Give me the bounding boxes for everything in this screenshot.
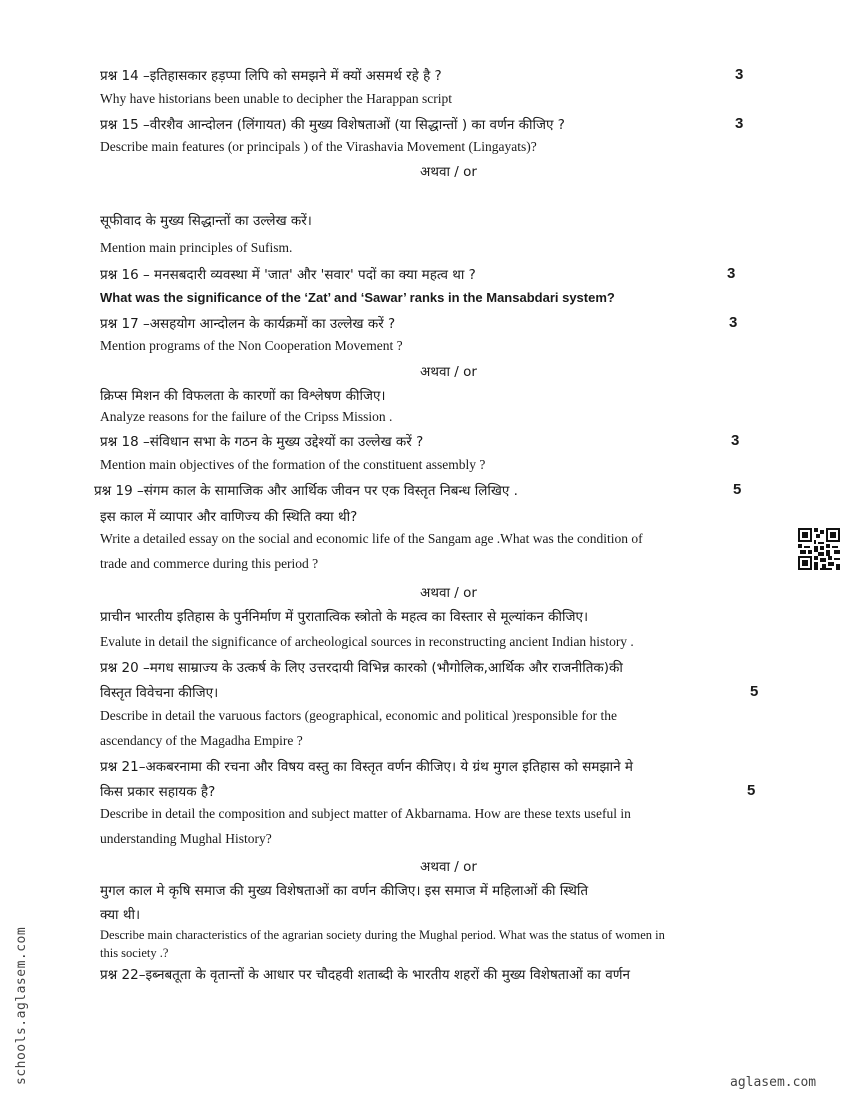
- q21-marks: 5: [747, 782, 756, 799]
- q17-alt-english: Analyze reasons for the failure of the Cripss Mission .: [100, 409, 393, 424]
- q22-hindi: प्रश्न 22–इब्नबतूता के वृतान्तों के आधार पर चौदहवी शताब्दी के भारतीय शहरों की मुख्य विशेषताओं का वर्णन: [100, 967, 630, 983]
- q17-or-label: अथवा / or: [420, 364, 477, 380]
- q19-english-line1: Write a detailed essay on the social and economic life of the Sangam age .What was the condition of: [100, 531, 643, 546]
- q20-english-line2: ascendancy of the Magadha Empire ?: [100, 733, 303, 748]
- q19-alt-english: Evalute in detail the significance of archeological sources in reconstructing ancient Indian history .: [100, 634, 634, 649]
- q14-marks: 3: [735, 66, 744, 83]
- footer-watermark: aglasem.com: [730, 1075, 817, 1090]
- q20-marks: 5: [750, 683, 759, 700]
- q21-alt-hindi-line1: मुगल काल मे कृषि समाज की मुख्य विशेषताओं का वर्णन कीजिए। इस समाज में महिलाओं की स्थिति: [100, 883, 589, 899]
- q17-alt-hindi: क्रिप्स मिशन की विफलता के कारणों का विश्लेषण कीजिए।: [100, 388, 386, 404]
- q19-hindi-line2: इस काल में व्यापार और वाणिज्य की स्थिति क्या थी?: [100, 509, 358, 525]
- q17-marks: 3: [729, 314, 738, 331]
- q16-english: What was the significance of the ‘Zat’ and ‘Sawar’ ranks in the Mansabdari system?: [100, 290, 615, 305]
- q21-or-label: अथवा / or: [420, 859, 477, 875]
- q21-alt-english-line1: Describe main characteristics of the agrarian society during the Mughal period. What was the status of women in: [100, 928, 665, 942]
- q15-alt-hindi: सूफीवाद के मुख्य सिद्धान्तों का उल्लेख करें।: [100, 213, 312, 229]
- q18-marks: 3: [731, 432, 740, 449]
- q15-or-label: अथवा / or: [420, 164, 477, 180]
- q21-hindi-line1: प्रश्न 21–अकबरनामा की रचना और विषय वस्तु का विस्तृत वर्णन कीजिए। ये ग्रंथ मुगल इतिहास को समझाने मे: [100, 759, 634, 775]
- q14-english: Why have historians been unable to decipher the Harappan script: [100, 91, 452, 106]
- q18-hindi: प्रश्न 18 –संविधान सभा के गठन के मुख्य उद्देश्यों का उल्लेख करें ?: [100, 434, 424, 450]
- q15-alt-english: Mention main principles of Sufism.: [100, 240, 293, 255]
- q15-english: Describe main features (or principals ) of the Virashavia Movement (Lingayats)?: [100, 139, 537, 154]
- q20-hindi-line2: विस्तृत विवेचना कीजिए।: [100, 685, 219, 701]
- q16-hindi: प्रश्न 16 – मनसबदारी व्यवस्था में 'जात' और 'सवार' पदों का क्या महत्व था ?: [100, 267, 476, 283]
- q21-english-line1: Describe in detail the composition and subject matter of Akbarnama. How are these texts useful in: [100, 806, 631, 821]
- q17-hindi: प्रश्न 17 –असहयोग आन्दोलन के कार्यक्रमों का उल्लेख करें ?: [100, 316, 396, 332]
- q19-english-line2: trade and commerce during this period ?: [100, 556, 319, 571]
- q19-marks: 5: [733, 481, 742, 498]
- q15-marks: 3: [735, 115, 744, 132]
- q19-or-label: अथवा / or: [420, 585, 477, 601]
- qr-code-icon: [798, 528, 840, 570]
- q20-hindi-line1: प्रश्न 20 –मगध साम्राज्य के उत्कर्ष के लिए उत्तरदायी विभिन्न कारको (भौगोलिक,आर्थिक और राजनीतिक)की: [100, 660, 623, 676]
- q19-hindi-line1: प्रश्न 19 –संगम काल के सामाजिक और आर्थिक जीवन पर एक विस्तृत निबन्ध लिखिए .: [94, 483, 518, 499]
- q21-english-line2: understanding Mughal History?: [100, 831, 272, 846]
- q16-marks: 3: [727, 265, 736, 282]
- side-watermark: schools.aglasem.com: [14, 926, 29, 1085]
- q18-english: Mention main objectives of the formation of the constituent assembly ?: [100, 457, 486, 472]
- q20-english-line1: Describe in detail the varuous factors (geographical, economic and political )responsible for the: [100, 708, 617, 723]
- q17-english: Mention programs of the Non Cooperation Movement ?: [100, 338, 403, 353]
- q21-alt-hindi-line2: क्या थी।: [100, 907, 141, 923]
- q19-alt-hindi: प्राचीन भारतीय इतिहास के पुर्ननिर्माण में पुरातात्विक स्त्रोतो के महत्व का विस्तार से मूल्यांकन कीजिए।: [100, 609, 589, 625]
- q15-hindi: प्रश्न 15 –वीरशैव आन्दोलन (लिंगायत) की मुख्य विशेषताओं (या सिद्धान्तों ) का वर्णन कीजिए ?: [100, 117, 565, 133]
- q21-hindi-line2: किस प्रकार सहायक है?: [100, 784, 216, 800]
- q21-alt-english-line2: this society .?: [100, 946, 169, 960]
- q14-hindi: प्रश्न 14 –इतिहासकार हड़प्पा लिपि को समझने में क्यों असमर्थ रहे है ?: [100, 68, 442, 84]
